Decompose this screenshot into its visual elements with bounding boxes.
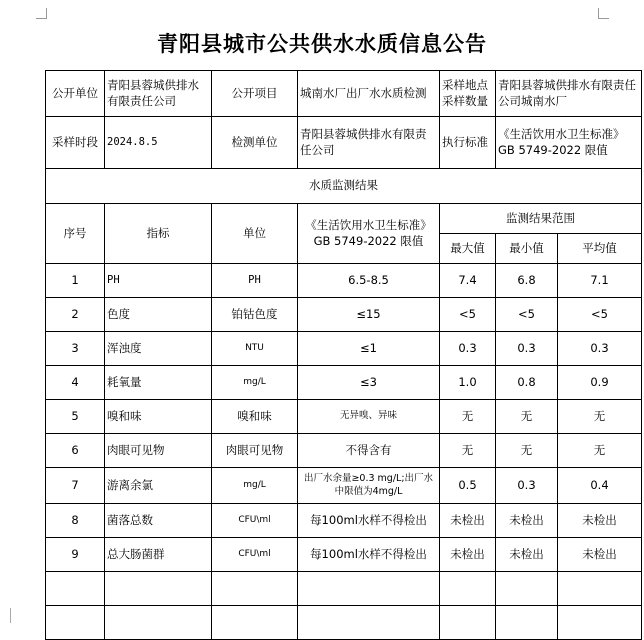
row-unit: mg/L [212,468,298,504]
row-avg: 未检出 [558,538,642,572]
location-label: 采样地点采样数量 [440,71,496,117]
standard-value: 《生活饮用水卫生标准》GB 5749-2022 限值 [496,117,642,169]
row-no: 7 [46,468,105,504]
header-no: 序号 [46,204,105,264]
lab-label: 检测单位 [212,117,298,169]
row-avg: 7.1 [558,264,642,298]
row-no: 4 [46,366,105,400]
row-limit: 6.5-8.5 [298,264,440,298]
row-no: 2 [46,298,105,332]
time-label: 采样时段 [46,117,105,169]
row-unit: 嗅和味 [212,400,298,434]
row-indicator: 总大肠菌群 [105,538,212,572]
row-avg: 0.9 [558,366,642,400]
row-limit: 不得含有 [298,434,440,468]
row-unit: 铂钴色度 [212,298,298,332]
document-title: 青阳县城市公共供水水质信息公告 [157,32,487,56]
row-max: 未检出 [440,504,496,538]
page-edge-marker [0,608,11,623]
row-limit: 每100ml水样不得检出 [298,538,440,572]
info-row-2 [46,117,642,169]
row-no: 6 [46,434,105,468]
row-min: 无 [496,434,558,468]
table-row [46,538,642,572]
row-min: 无 [496,400,558,434]
row-unit: NTU [212,332,298,366]
row-max: 1.0 [440,366,496,400]
header-max: 最大值 [440,234,496,264]
row-min: 0.8 [496,366,558,400]
row-unit: PH [212,264,298,298]
standard-label: 执行标准 [440,117,496,169]
row-max: 无 [440,400,496,434]
row-indicator: 游离余氯 [105,468,212,504]
row-indicator: 耗氧量 [105,366,212,400]
header-indicator: 指标 [105,204,212,264]
row-max: 7.4 [440,264,496,298]
table-row [46,332,642,366]
row-avg: <5 [558,298,642,332]
table-row [46,366,642,400]
section-row [46,169,642,204]
row-indicator: 菌落总数 [105,504,212,538]
row-avg: 未检出 [558,504,642,538]
row-no: 9 [46,538,105,572]
row-no: 3 [46,332,105,366]
header-unit: 单位 [212,204,298,264]
row-max: <5 [440,298,496,332]
table-row [46,264,642,298]
row-min: 0.3 [496,468,558,504]
lab-value: 青阳县蓉城供排水有限责任公司 [298,117,440,169]
row-min: 未检出 [496,538,558,572]
table-row [46,400,642,434]
page-corner-mark-right [598,8,609,19]
row-limit: 每100ml水样不得检出 [298,504,440,538]
row-limit: ≤3 [298,366,440,400]
row-unit: mg/L [212,366,298,400]
header-range: 监测结果范围 [440,204,642,234]
row-limit: ≤1 [298,332,440,366]
empty-row [46,572,642,606]
row-indicator: 嗅和味 [105,400,212,434]
row-unit: 肉眼可见物 [212,434,298,468]
row-min: 未检出 [496,504,558,538]
row-min: <5 [496,298,558,332]
row-min: 0.3 [496,332,558,366]
table-row [46,298,642,332]
row-max: 0.5 [440,468,496,504]
row-no: 8 [46,504,105,538]
row-max: 0.3 [440,332,496,366]
time-value: 2024.8.5 [105,117,212,169]
row-max: 未检出 [440,538,496,572]
info-row-1 [46,71,642,117]
publisher-value: 青阳县蓉城供排水有限责任公司 [105,71,212,117]
row-max: 无 [440,434,496,468]
row-no: 1 [46,264,105,298]
row-indicator: PH [105,264,212,298]
header-limit: 《生活饮用水卫生标准》GB 5749-2022 限值 [298,204,440,264]
page-corner-mark-left [36,8,47,19]
row-indicator: 浑浊度 [105,332,212,366]
row-min: 6.8 [496,264,558,298]
row-limit: ≤15 [298,298,440,332]
table-row [46,434,642,468]
row-unit: CFU\ml [212,538,298,572]
row-avg: 0.3 [558,332,642,366]
row-limit: 出厂水余量≥0.3 mg/L;出厂水中限值为4mg/L [298,468,440,504]
project-label: 公开项目 [212,71,298,117]
row-indicator: 肉眼可见物 [105,434,212,468]
row-limit: 无异嗅、异味 [298,400,440,434]
row-avg: 无 [558,434,642,468]
publisher-label: 公开单位 [46,71,105,117]
row-unit: CFU\ml [212,504,298,538]
table-row [46,504,642,538]
header-avg: 平均值 [558,234,642,264]
row-indicator: 色度 [105,298,212,332]
location-value: 青阳县蓉城供排水有限责任公司城南水厂 [496,71,642,117]
project-value: 城南水厂出厂水水质检测 [298,71,440,117]
row-no: 5 [46,400,105,434]
water-quality-table [45,70,642,640]
section-title: 水质监测结果 [46,169,642,204]
header-min: 最小值 [496,234,558,264]
row-avg: 0.4 [558,468,642,504]
table-row [46,468,642,504]
header-row-1 [46,204,642,234]
row-avg: 无 [558,400,642,434]
